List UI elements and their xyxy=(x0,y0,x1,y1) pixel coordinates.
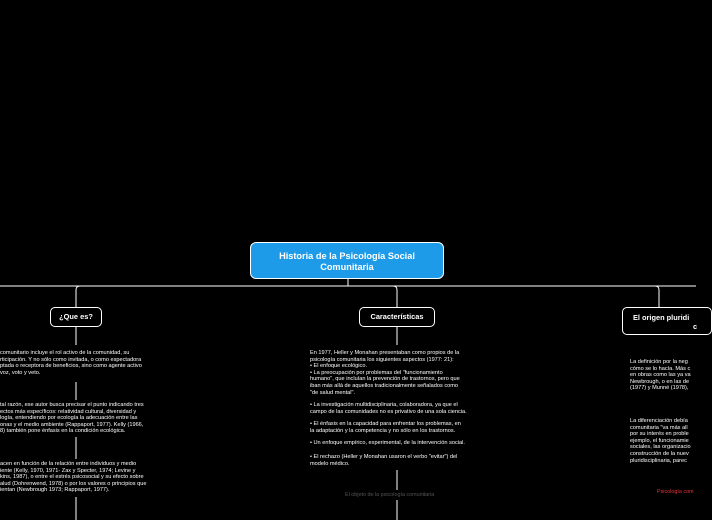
branch-que-es-label: ¿Que es? xyxy=(59,312,93,321)
caracteristicas-paragraph-3: • El énfasis en la capacidad para enfrentar los problemas, en la adaptación y la competencia y no sólo en los trastornos. xyxy=(310,421,461,434)
origen-paragraph-1: La definición por la neg cómo se lo hacía. Más c en obras como las ya va Newbrough, o en las de (1977) y Munné (1978), xyxy=(630,359,691,392)
caracteristicas-paragraph-2: • La investigación multidisciplinaria, colaboradora, ya que el campo de las comunidades no es privativo de una sola ciencia. xyxy=(310,402,467,415)
caracteristicas-paragraph-1: En 1977, Heller y Monahan presentaban como propios de la psicología comunitaria los siguientes aspectos (1977: 21): • El enfoque ecológico. • La preocupación por problemas del "funcionamiento humano", que incluían la prevención de trastornos, pero que iban más allá de aquellos tradicionalmente señalados como "de salud mental". xyxy=(310,350,460,396)
branch-origen-label-line2: c xyxy=(693,322,698,331)
branch-caracteristicas[interactable] xyxy=(359,307,435,327)
que-es-paragraph-2: tal razón, ese autor busca precisar el punto indicando tres ectos más específicos: relatividad cultural, diversidad y logía, entendiendo por ecología la adecuación entre las onas y el medio ambiente (Rappaport, 1977). Kelly (1966, 8) también pone énfasis en la condición ecológica. xyxy=(0,402,144,435)
branch-caracteristicas-label: Características xyxy=(370,312,424,321)
origen-paragraph-2: La diferenciación debía comunitaria "va más all por su interés en proble ejemplo, el funcionamie sociales, las organizacio construcción de la nuev pluridisciplinaria, parec xyxy=(630,418,691,464)
central-title-line1: Historia de la Psicología Social xyxy=(279,251,415,261)
que-es-paragraph-1: comunitario incluye el rol activo de la comunidad, su rticipación. Y no sólo como invitada, o como espectadora ptada o receptora de beneficios, sino como agente activo voz, voto y veto. xyxy=(0,350,142,376)
subtopic-objeto-psicologia[interactable]: El objeto de la psicología comunitaria xyxy=(345,492,435,498)
central-topic[interactable] xyxy=(250,242,444,279)
subtopic-psicologia-com[interactable]: Psicología com xyxy=(657,489,694,495)
que-es-paragraph-3: acen en función de la relación entre individuos y medio iente (Kelly, 1970, 1971- Zax y Specter, 1974; Levine y kins, 1987), o entre el estrés psicosocial y su efecto sobre alud (Dohrenwend, 1978) o por los valores o principios que ientan (Newbrough 1973; Rappaport, 1977). xyxy=(0,461,147,494)
caracteristicas-paragraph-4: • Un enfoque empírico, experimental, de la intervención social. xyxy=(310,440,465,446)
caracteristicas-paragraph-5: • El rechazo (Heller y Monahan usaron el verbo "evitar") del modelo médico. xyxy=(310,454,458,467)
central-title-line2: Comunitaria xyxy=(320,262,374,272)
branch-origen-label: El origen pluridi xyxy=(633,313,690,322)
branch-que-es[interactable] xyxy=(50,307,102,327)
branch-origen-pluridisciplinario[interactable] xyxy=(622,307,712,335)
